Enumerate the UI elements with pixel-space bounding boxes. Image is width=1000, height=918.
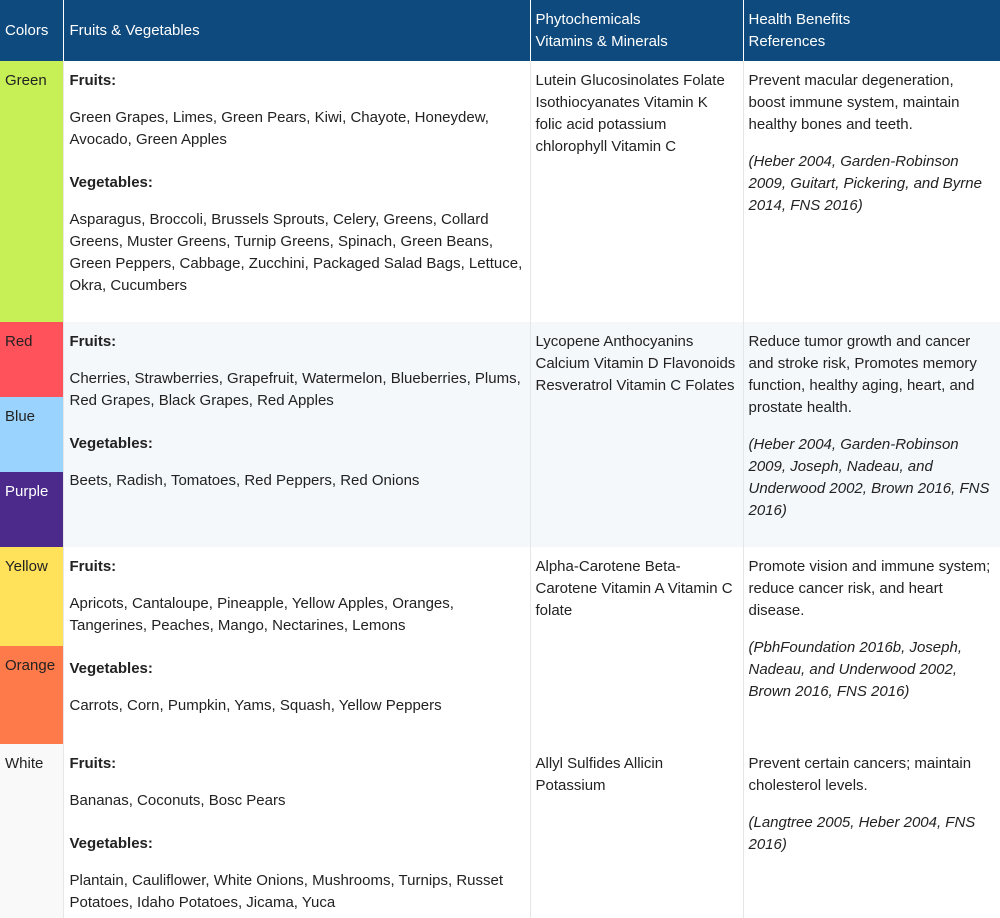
- color-cell: [0, 547, 63, 744]
- swatch-red: Red: [0, 322, 63, 397]
- benefits-text: Prevent macular degeneration, boost immune system, maintain healthy bones and teeth.: [748, 72, 960, 133]
- header-phytochemicals-line2: Vitamins & Minerals: [535, 32, 668, 50]
- references-text: (PbhFoundation 2016b, Joseph, Nadeau, and Underwood 2002, Brown 2016, FNS 2016): [748, 639, 962, 700]
- swatch-purple: Purple: [0, 472, 63, 547]
- table-row: [0, 547, 1000, 744]
- color-cell: [0, 744, 63, 918]
- benefits-text: Reduce tumor growth and cancer and stroke risk, Promotes memory function, healthy aging, heart, and prostate health.: [748, 333, 977, 416]
- health-cell: [743, 744, 1000, 918]
- produce-cell: [63, 547, 530, 744]
- table-row: [0, 744, 1000, 918]
- phytochemicals-cell: Lutein Glucosinolates Folate Isothiocyanates Vitamin K folic acid potassium chlorophyll Vitamin C: [530, 61, 743, 322]
- color-cell: [0, 61, 63, 322]
- vegetables-list: Beets, Radish, Tomatoes, Red Peppers, Red Onions: [69, 472, 420, 489]
- table-row: [0, 322, 1000, 547]
- fruits-label: Fruits:: [69, 333, 117, 350]
- references-text: (Heber 2004, Garden-Robinson 2009, Joseph, Nadeau, and Underwood 2002, Brown 2016, FNS 2016): [748, 436, 990, 519]
- vegetables-list: Plantain, Cauliflower, White Onions, Mushrooms, Turnips, Russet Potatoes, Idaho Potatoes, Jicama, Yuca: [69, 872, 504, 911]
- table-row: [0, 61, 1000, 322]
- header-phytochemicals: [530, 0, 743, 61]
- fruits-list: Cherries, Strawberries, Grapefruit, Watermelon, Blueberries, Plums, Red Grapes, Black Grapes, Red Apples: [69, 370, 521, 409]
- header-colors: Colors: [0, 0, 63, 61]
- fruits-label: Fruits:: [69, 72, 117, 89]
- swatch-green: Green: [0, 61, 63, 322]
- header-health-benefits: [743, 0, 1000, 61]
- vegetables-label: Vegetables:: [69, 660, 153, 677]
- phytochemicals-cell: Allyl Sulfides Allicin Potassium: [530, 744, 743, 918]
- vegetables-label: Vegetables:: [69, 174, 153, 191]
- benefits-text: Prevent certain cancers; maintain cholesterol levels.: [748, 755, 972, 794]
- health-cell: [743, 61, 1000, 322]
- produce-cell: [63, 61, 530, 322]
- fruits-label: Fruits:: [69, 755, 117, 772]
- benefits-text: Promote vision and immune system; reduce cancer risk, and heart disease.: [748, 558, 991, 619]
- produce-cell: [63, 322, 530, 547]
- vegetables-label: Vegetables:: [69, 835, 153, 852]
- header-fruits-vegetables: Fruits & Vegetables: [63, 0, 530, 61]
- swatch-blue: Blue: [0, 397, 63, 472]
- color-cell: [0, 322, 63, 547]
- header-health-line2: References: [748, 32, 826, 50]
- vegetables-list: Asparagus, Broccoli, Brussels Sprouts, Celery, Greens, Collard Greens, Muster Greens, Turnip Greens, Spinach, Green Beans, Green Peppers, Cabbage, Zucchini, Packaged Salad Bags, Lettuce, Okra, Cucumbers: [69, 211, 523, 294]
- fruits-list: Bananas, Coconuts, Bosc Pears: [69, 792, 286, 809]
- references-text: (Langtree 2005, Heber 2004, FNS 2016): [748, 814, 976, 853]
- health-cell: [743, 322, 1000, 547]
- phytochemicals-cell: Lycopene Anthocyanins Calcium Vitamin D Flavonoids Resveratrol Vitamin C Folates: [530, 322, 743, 547]
- swatch-orange: Orange: [0, 646, 63, 744]
- phytochemicals-cell: Alpha-Carotene Beta-Carotene Vitamin A Vitamin C folate: [530, 547, 743, 744]
- health-cell: [743, 547, 1000, 744]
- produce-cell: [63, 744, 530, 918]
- swatch-white: White: [0, 744, 63, 918]
- references-text: (Heber 2004, Garden-Robinson 2009, Guitart, Pickering, and Byrne 2014, FNS 2016): [748, 153, 982, 214]
- table-header-row: [0, 0, 1000, 61]
- fruits-label: Fruits:: [69, 558, 117, 575]
- vegetables-label: Vegetables:: [69, 435, 153, 452]
- header-health-line1: Health Benefits: [748, 10, 851, 28]
- vegetables-list: Carrots, Corn, Pumpkin, Yams, Squash, Yellow Peppers: [69, 697, 442, 714]
- header-phytochemicals-line1: Phytochemicals: [535, 10, 641, 28]
- fruits-list: Green Grapes, Limes, Green Pears, Kiwi, Chayote, Honeydew, Avocado, Green Apples: [69, 109, 489, 148]
- swatch-yellow: Yellow: [0, 547, 63, 646]
- fruits-list: Apricots, Cantaloupe, Pineapple, Yellow Apples, Oranges, Tangerines, Peaches, Mango, Nectarines, Lemons: [69, 595, 454, 634]
